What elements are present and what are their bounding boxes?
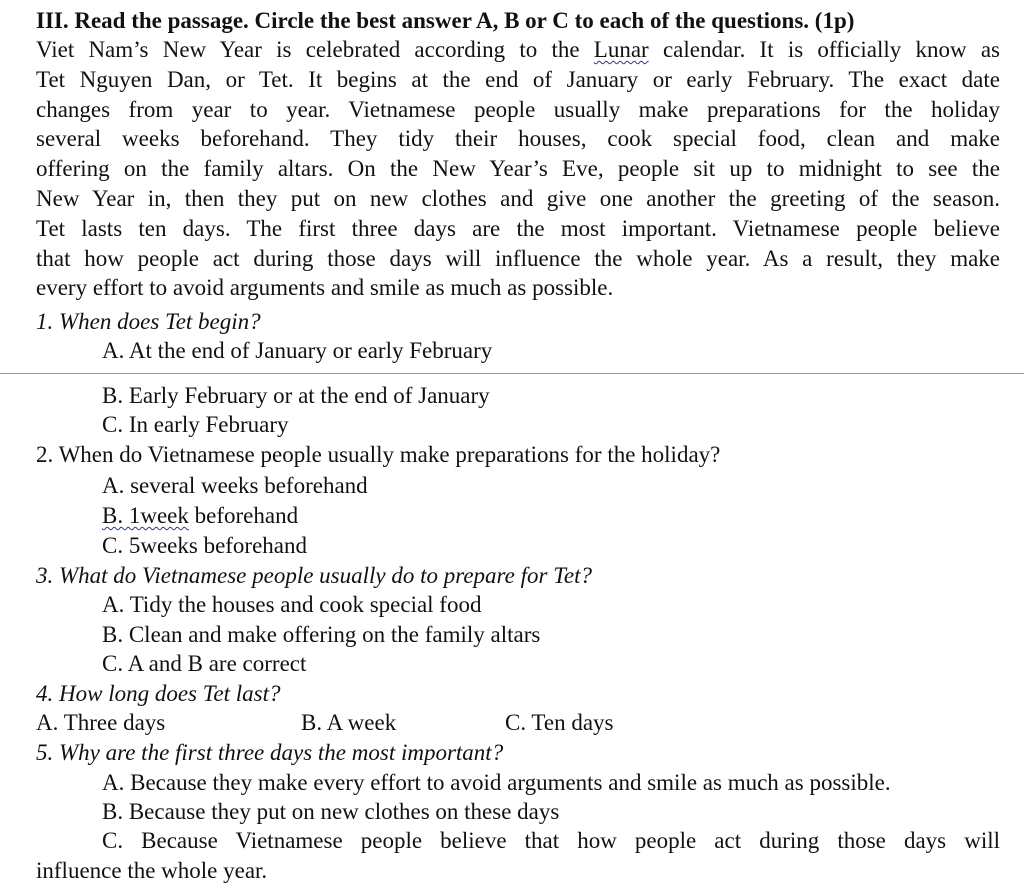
passage-line-3: changes from year to year. Vietnamese people usually make preparations for the holiday (36, 96, 1000, 122)
q5-option-c-line-1: C. Because Vietnamese people believe that how people act during those days will (102, 828, 1000, 853)
reading-passage (36, 35, 1000, 303)
q2-option-b-underlined: B. 1week (102, 503, 189, 528)
q3-option-b[interactable]: B. Clean and make offering on the family altars (102, 622, 541, 647)
q5-option-a[interactable]: A. Because they make every effort to avoid arguments and smile as much as possible. (102, 770, 891, 795)
passage-line-6: New Year in, then they put on new clothes and give one another the greeting of the season. (36, 185, 1000, 211)
q5-option-c-line-2: influence the whole year. (36, 858, 268, 883)
question-1: 1. When does Tet begin? (36, 309, 261, 334)
q2-option-c[interactable]: C. 5weeks beforehand (102, 533, 308, 558)
q1-option-a[interactable]: A. At the end of January or early February (102, 338, 493, 363)
exercise-heading: III. Read the passage. Circle the best answer A, B or C to each of the questions. (1p) (36, 8, 855, 33)
page-divider (0, 373, 1024, 374)
lunar-word: Lunar (593, 37, 649, 62)
q1-option-b[interactable]: B. Early February or at the end of January (102, 383, 490, 408)
passage-line-2: Tet Nguyen Dan, or Tet. It begins at the end of January or early February. The exact date (36, 66, 1000, 92)
q5-option-c[interactable] (36, 826, 1000, 886)
question-4: 4. How long does Tet last? (36, 681, 281, 706)
passage-line-5: offering on the family altars. On the New Year’s Eve, people sit up to midnight to see the (36, 156, 1000, 182)
q4-option-a[interactable]: A. Three days (36, 710, 166, 735)
question-5: 5. Why are the first three days the most important? (36, 740, 504, 765)
passage-line-4: several weeks beforehand. They tidy their houses, cook special food, clean and make (36, 126, 1000, 152)
q4-option-b[interactable]: B. A week (301, 710, 397, 735)
q2-option-b-rest: beforehand (188, 503, 299, 528)
q2-option-a[interactable]: A. several weeks beforehand (102, 473, 368, 498)
q1-option-c[interactable]: C. In early February (102, 412, 289, 437)
question-3: 3. What do Vietnamese people usually do to prepare for Tet? (36, 563, 592, 588)
passage-line-7: Tet lasts ten days. The first three days are the most important. Vietnamese people believe (36, 215, 1000, 241)
q3-option-c[interactable]: C. A and B are correct (102, 651, 307, 676)
passage-line-8: that how people act during those days will influence the whole year. As a result, they make (36, 245, 1000, 271)
question-2: 2. When do Vietnamese people usually make preparations for the holiday? (36, 442, 721, 467)
passage-line-1-start: Viet Nam’s New Year is celebrated according to the (36, 37, 594, 62)
passage-line-1 (36, 35, 1000, 65)
passage-line-9: every effort to avoid arguments and smile as much as possible. (36, 275, 614, 301)
passage-line-1-end: calendar. It is officially know as (648, 37, 1001, 62)
q4-option-c[interactable]: C. Ten days (505, 710, 614, 735)
q2-option-b[interactable] (102, 501, 298, 531)
q5-option-b[interactable]: B. Because they put on new clothes on these days (102, 799, 560, 824)
q3-option-a[interactable]: A. Tidy the houses and cook special food (102, 592, 482, 617)
